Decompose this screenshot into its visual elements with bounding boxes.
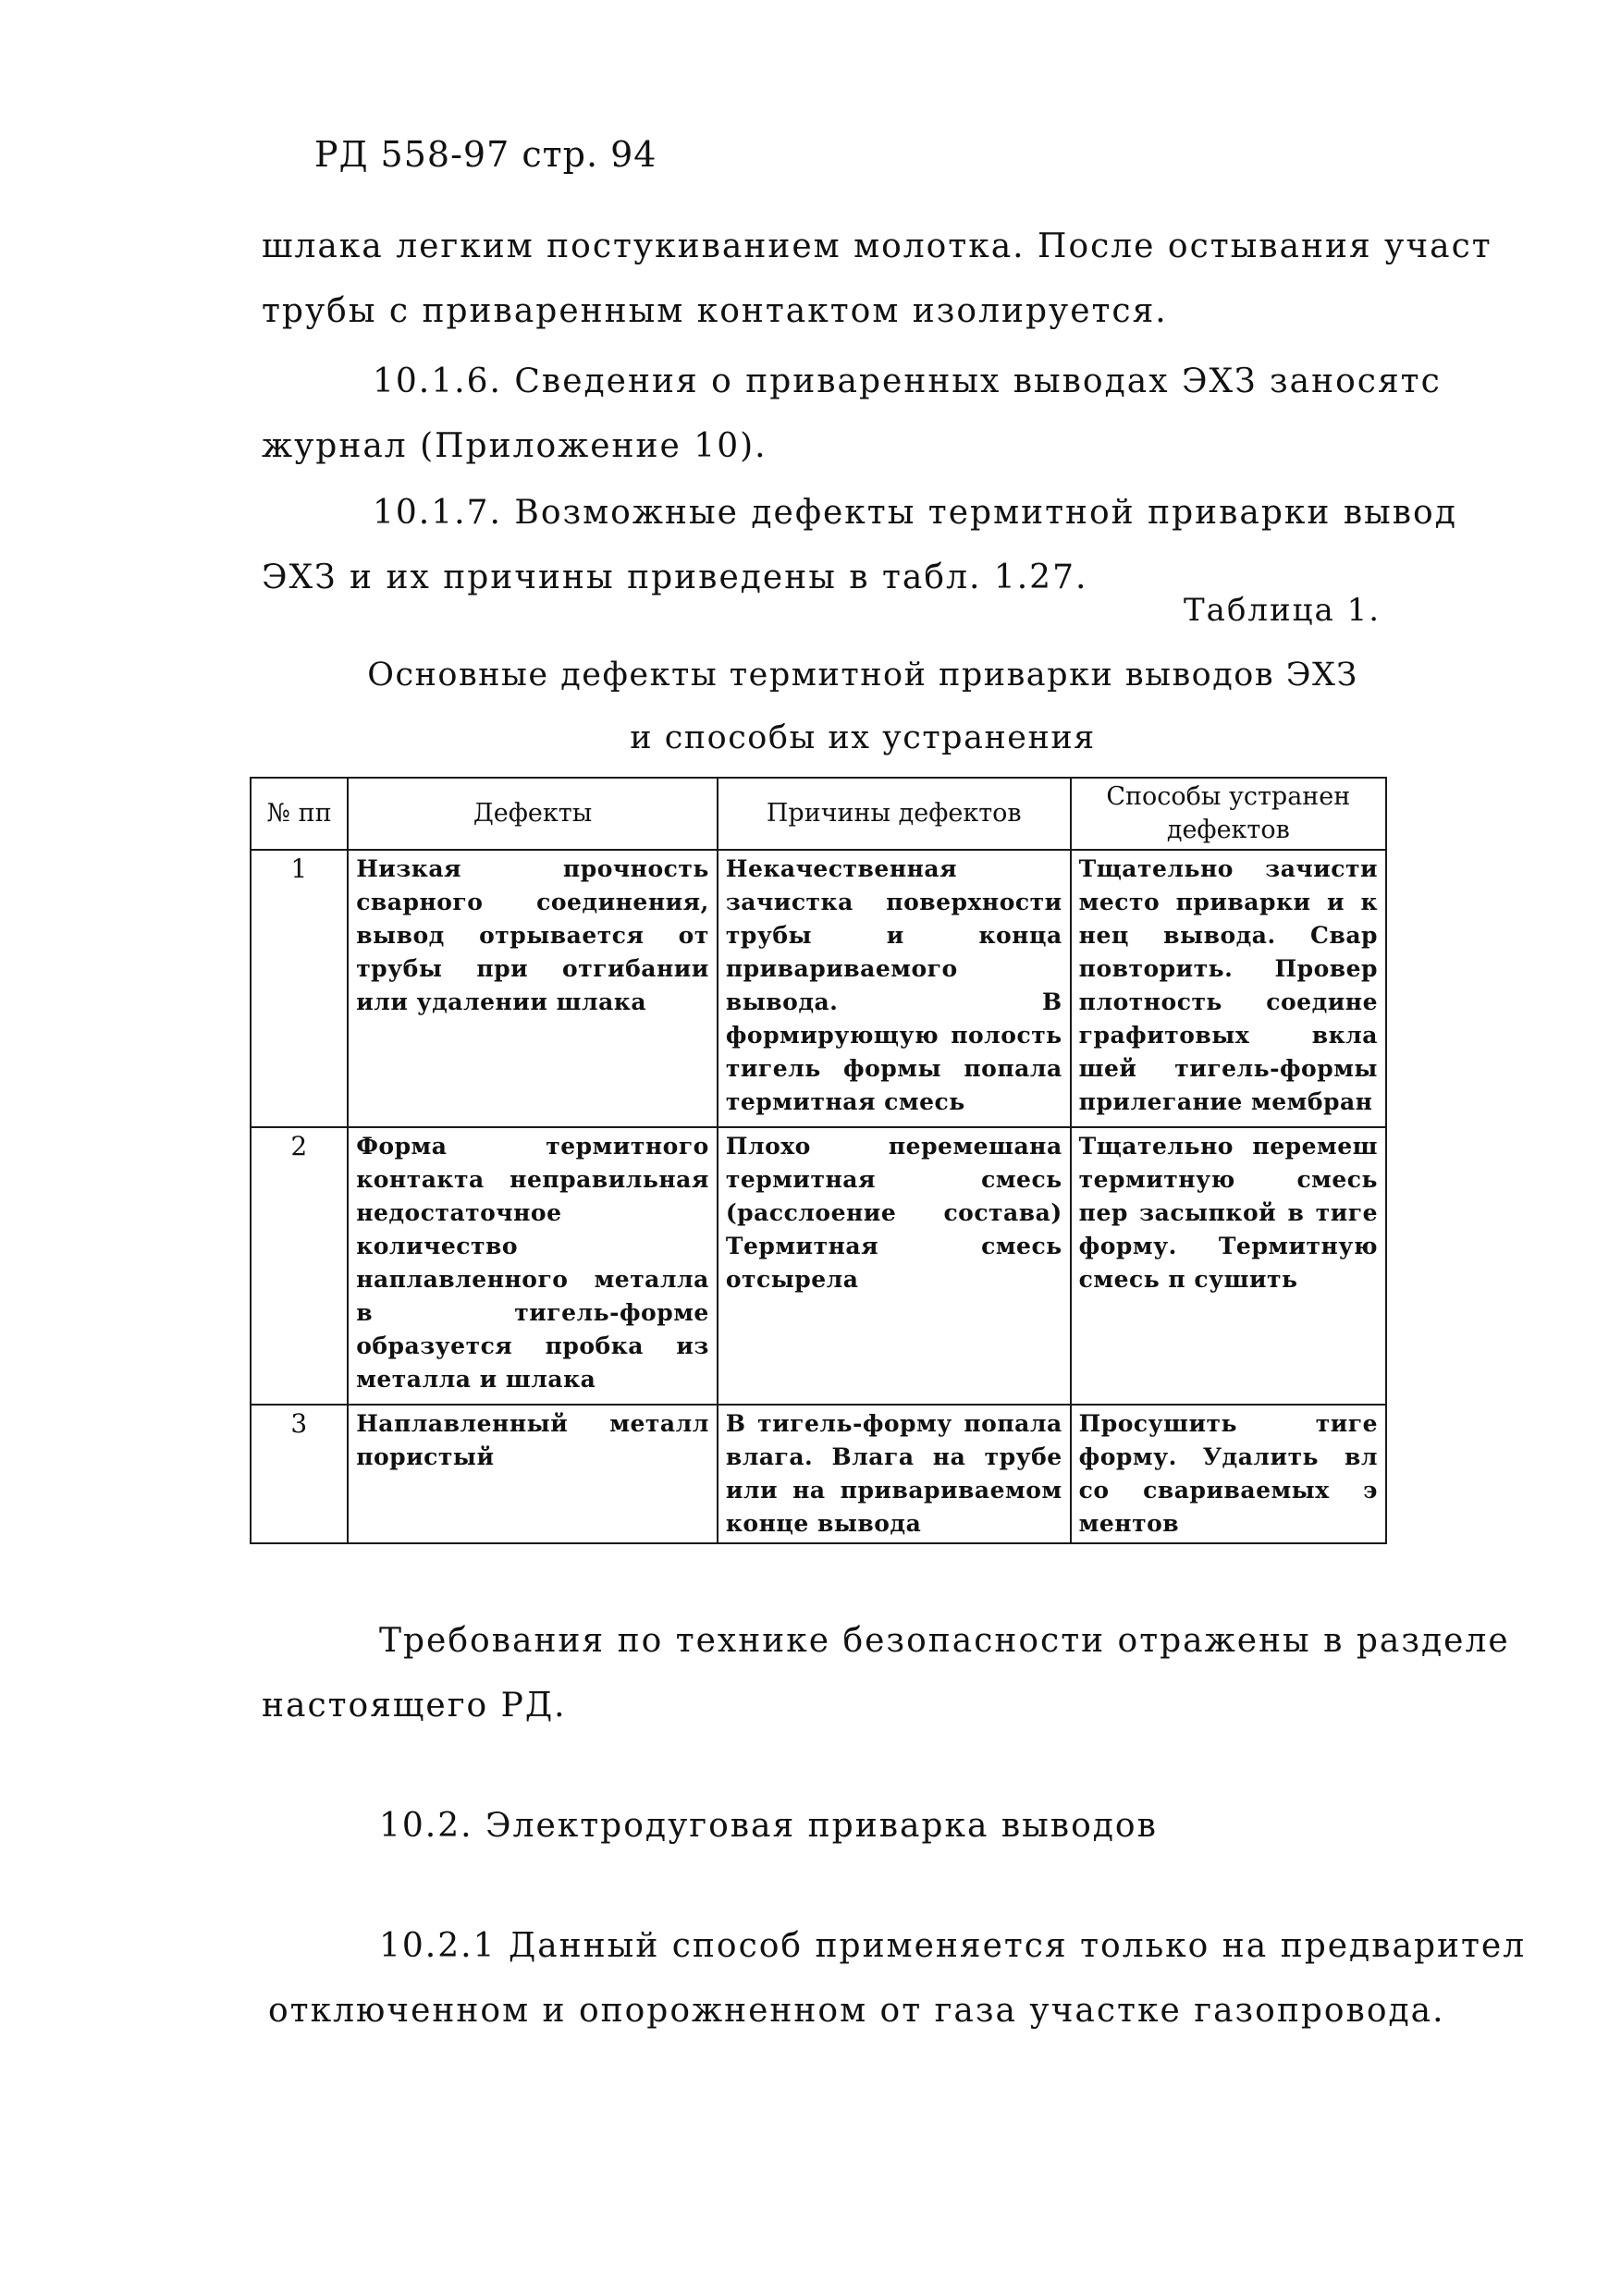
table-header-row <box>251 778 1386 850</box>
table-row <box>251 1127 1386 1405</box>
paragraph-slag-removal <box>262 215 1492 344</box>
column-header-remedies: Способы устранен дефектов <box>1071 778 1386 850</box>
remedy-cell: Тщательно перемеш термитную смесь пер засыпкой в тиге форму. Термитную смесь п сушить <box>1071 1127 1386 1405</box>
paragraph-line: трубы с приваренным контактом изолируется. <box>262 292 1168 330</box>
defect-cell: Низкая прочность сварного соединения, вывод отрывается от трубы при отгибании или удалении шлака <box>348 850 718 1127</box>
paragraph-10-1-7 <box>262 481 1457 610</box>
paragraph-line: 10.1.7. Возможные дефекты термитной приварки вывод <box>373 494 1457 532</box>
remedy-cell: Тщательно зачисти место приварки и к нец вывода. Свар повторить. Провер плотность соедине графитовых вкла шей тигель-формы прилегание мембран <box>1071 850 1386 1127</box>
paragraph-line: шлака легким постукиванием молотка. После остывания участ <box>262 227 1492 265</box>
page-header: РД 558-97 стр. 94 <box>314 134 657 175</box>
column-header-defects: Дефекты <box>348 778 718 850</box>
safety-requirements-line: настоящего РД. <box>262 1687 567 1725</box>
paragraph-line: журнал (Приложение 10). <box>262 427 768 465</box>
paragraph-10-2-1: 10.2.1 Данный способ применяется только на предварител <box>379 1927 1527 1965</box>
row-number: 3 <box>251 1405 348 1543</box>
paragraph-line: ЭХЗ и их причины приведены в табл. 1.27. <box>262 559 1088 596</box>
table-caption: Таблица 1. <box>1184 592 1382 629</box>
paragraph-line: 10.1.6. Сведения о приваренных выводах ЭХЗ заносятс <box>373 362 1442 400</box>
table-title: Основные дефекты термитной приварки выводов ЭХЗ <box>367 657 1358 694</box>
cause-cell: Некачественная зачистка поверхности трубы и конца привариваемого вывода. В формирующую полость тигель формы попала термитная смесь <box>718 850 1071 1127</box>
paragraph-10-1-6 <box>262 350 1442 479</box>
table-subtitle: и способы их устранения <box>630 719 1096 756</box>
row-number: 2 <box>251 1127 348 1405</box>
paragraph-10-2-1-continued: отключенном и опорожненном от газа участке газопровода. <box>268 1992 1445 2030</box>
column-header-causes: Причины дефектов <box>718 778 1071 850</box>
cause-cell: Плохо перемешана термитная смесь (расслоение состава) Термитная смесь отсырела <box>718 1127 1071 1405</box>
cause-cell: В тигель-форму попала влага. Влага на трубе или на привариваемом конце вывода <box>718 1405 1071 1543</box>
table-row <box>251 850 1386 1127</box>
safety-requirements-line: Требования по технике безопасности отражены в разделе <box>379 1622 1510 1660</box>
defect-cell: Форма термитного контакта неправильная недостаточное количество наплавленного металла в тигель-форме образуется пробка из металла и шлака <box>348 1127 718 1405</box>
column-header-number: № пп <box>251 778 348 850</box>
section-title: 10.2. Электродуговая приварка выводов <box>379 1807 1158 1845</box>
remedy-cell: Просушить тиге форму. Удалить вл со свариваемых э ментов <box>1071 1405 1386 1543</box>
row-number: 1 <box>251 850 348 1127</box>
defect-cell: Наплавленный металл пористый <box>348 1405 718 1543</box>
table-row <box>251 1405 1386 1543</box>
defects-table <box>250 777 1387 1544</box>
